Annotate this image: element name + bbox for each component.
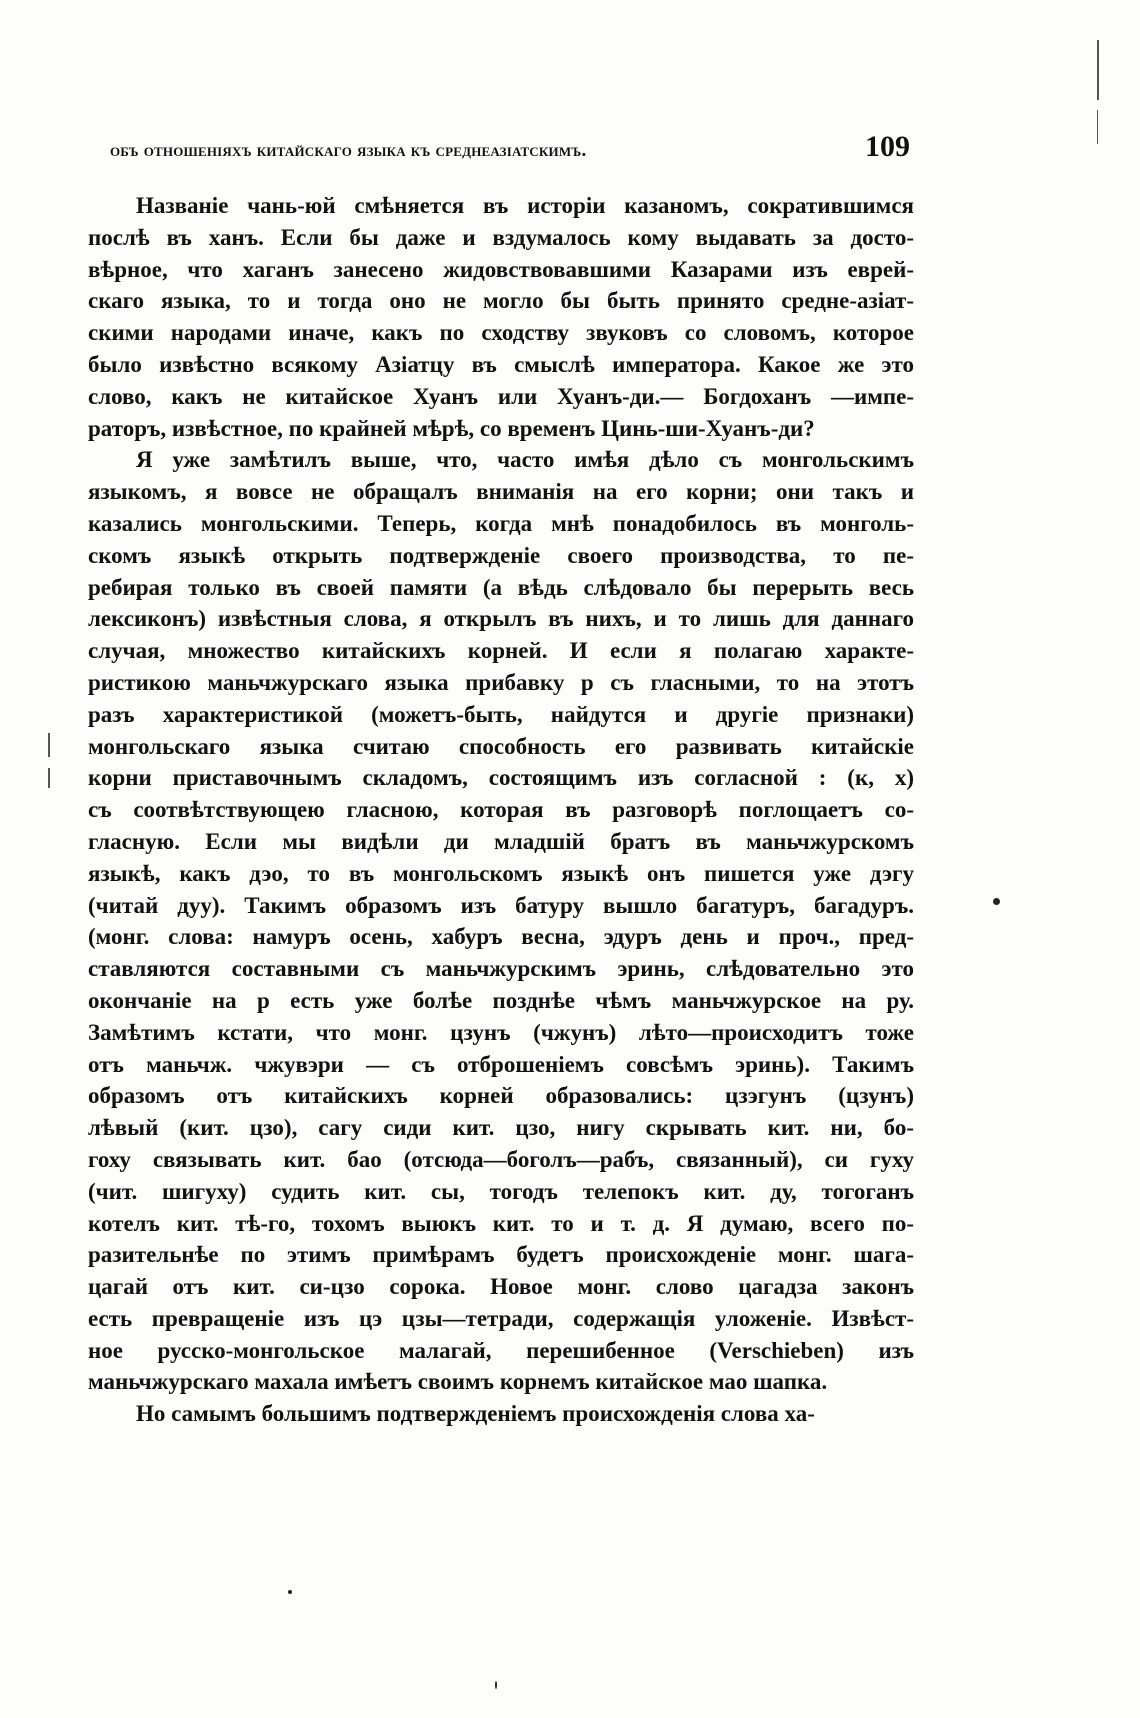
paragraph: [88, 444, 914, 1398]
text-line: есть превращеніе изъ цэ цзы—тетради, содержащія уложеніе. Извѣст-: [88, 1305, 914, 1331]
scan-speck: [495, 1681, 497, 1689]
text-line: окончаніе на р есть уже болѣе позднѣе чѣмъ маньчжурское на ру.: [88, 987, 914, 1013]
text-line: маньчжурскаго махала имѣетъ своимъ корнемъ китайское мао шапка.: [88, 1369, 828, 1395]
text-line: Я уже замѣтилъ выше, что, часто имѣя дѣло съ монгольскимъ: [136, 447, 914, 473]
page-number: 109: [865, 130, 910, 163]
text-line: лѣвый (кит. цзо), сагу сиди кит. цзо, нигу скрывать кит. ни, бо-: [88, 1115, 914, 1141]
text-line: казались монгольскими. Теперь, когда мнѣ понадобилось въ монголь-: [88, 510, 914, 536]
text-line: вѣрное, что хаганъ занесено жидовствовавшими Казарами изъ еврей-: [88, 256, 914, 282]
text-line: разъ характеристикой (можетъ-быть, найдутся и другіе признаки): [88, 701, 914, 727]
text-line: образомъ отъ китайскихъ корней образовались: цзэгунъ (цзунъ): [88, 1083, 914, 1109]
scan-edge-line: [1097, 110, 1098, 144]
text-line: Но самымъ большимъ подтвержденіемъ происхожденія слова ха-: [136, 1401, 815, 1427]
text-line: отъ маньчж. чжувэри — съ отброшеніемъ совсѣмъ эринь). Такимъ: [88, 1051, 914, 1077]
text-line: разительнѣе по этимъ примѣрамъ будетъ происхожденіе монг. шага-: [88, 1242, 914, 1268]
text-line: (читай дуу). Такимъ образомъ изъ батуру вышло багатуръ, багадуръ.: [88, 892, 914, 918]
text-line: раторъ, извѣстное, по крайней мѣрѣ, со временъ Цинь-ши-Хуанъ-ди?: [88, 415, 815, 441]
text-line: (монг. слова: намуръ осень, хабуръ весна, эдуръ день и проч., пред-: [88, 924, 914, 950]
text-line: языкомъ, я вовсе не обращалъ вниманія на его корни; они такъ и: [88, 479, 914, 505]
text-line: скаго языка, то и тогда оно не могло бы быть принято средне-азіат-: [88, 288, 914, 314]
text-line: скомъ языкѣ открыть подтвержденіе своего производства, то пе-: [88, 542, 914, 568]
body-text: [88, 190, 914, 1430]
text-line: котелъ кит. тѣ-го, тохомъ выюкъ кит. то и т. д. Я думаю, всего по-: [88, 1210, 914, 1236]
scan-edge-line: [48, 768, 50, 788]
text-line: гласную. Если мы видѣли ди младшій братъ въ маньчжурскомъ: [88, 828, 914, 854]
scan-edge-line: [48, 733, 50, 757]
text-line: Названіе чань-юй смѣняется въ исторіи казаномъ, сократившимся: [136, 193, 914, 218]
text-line: съ соотвѣтствующею гласною, которая въ разговорѣ поглощаетъ со-: [88, 797, 914, 823]
running-head: [110, 130, 910, 166]
scan-speck: [288, 1590, 292, 1594]
scan-speck: [993, 898, 1000, 905]
text-line: лексиконъ) извѣстныя слова, я открылъ въ нихъ, и то лишь для даннаго: [88, 606, 914, 632]
text-line: скими народами иначе, какъ по сходству звуковъ со словомъ, которое: [88, 320, 914, 346]
scan-edge-line: [1097, 40, 1099, 100]
text-line: послѣ въ ханъ. Если бы даже и вздумалось кому выдавать за досто-: [88, 224, 914, 250]
paragraph: [88, 1398, 914, 1430]
text-line: ристикою маньчжурскаго языка прибавку р съ гласными, то на этотъ: [88, 669, 914, 695]
text-line: монгольскаго языка считаю способность его развивать китайскіе: [88, 733, 914, 759]
paragraph: [88, 190, 914, 444]
text-line: слово, какъ не китайское Хуанъ или Хуанъ-ди.— Богдоханъ —импе-: [88, 383, 914, 409]
text-line: (чит. шигуху) судить кит. сы, тогодъ телепокъ кит. ду, тогоганъ: [88, 1178, 914, 1204]
text-line: языкѣ, какъ дэо, то въ монгольскомъ языкѣ онъ пишется уже дэгу: [88, 860, 914, 886]
text-line: корни приставочнымъ складомъ, состоящимъ изъ согласной : (к, х): [88, 765, 914, 791]
running-title: объ отношеніяхъ китайскаго языка къ среднеазіатскимъ.: [110, 140, 587, 161]
text-line: ставляются составными съ маньчжурскимъ эринь, слѣдовательно это: [88, 956, 914, 982]
text-line: ное русско-монгольское малагай, перешибенное (Verschieben) изъ: [88, 1337, 914, 1363]
text-line: цагай отъ кит. си-цзо сорока. Новое монг. слово цагадза законъ: [88, 1274, 914, 1300]
text-line: гоху связывать кит. бао (отсюда—боголъ—рабъ, связанный), си гуху: [88, 1146, 914, 1172]
text-line: было извѣстно всякому Азіатцу въ смыслѣ императора. Какое же это: [88, 351, 914, 377]
text-line: Замѣтимъ кстати, что монг. цзунъ (чжунъ) лѣто—происходитъ тоже: [88, 1019, 914, 1045]
text-line: ребирая только въ своей памяти (а вѣдь слѣдовало бы перерыть весь: [88, 574, 914, 600]
text-line: случая, множество китайскихъ корней. И если я полагаю характе-: [88, 638, 914, 664]
